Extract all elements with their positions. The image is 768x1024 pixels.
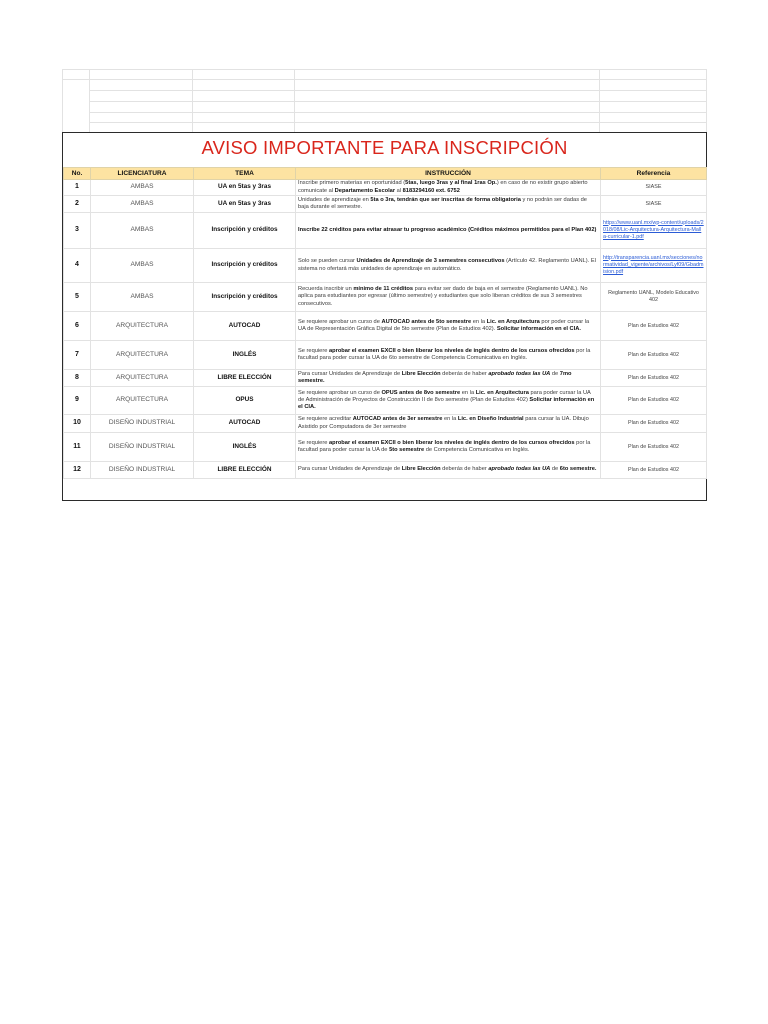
instruction-segment: (Artículo 42. Reglamento UANL). El sistema no ofertará más unidades de aprendizaje en automático. [298, 258, 596, 272]
instruction-segment: Se requiere [298, 347, 329, 354]
instruction-segment: 5ta o 3ra, tendrán que ser inscritas de forma obligatoria [370, 196, 521, 203]
row-referencia: Plan de Estudios 402 [601, 433, 707, 462]
instruction-segment: aprobado todas las UA [488, 466, 551, 473]
instruction-segment: Inscribe 22 créditos para evitar atrasar tu progreso académico (Créditos máximos permitidos para el Plan 402) [298, 226, 597, 233]
table-row [64, 433, 707, 462]
instruction-segment: 6to semestre. [559, 466, 597, 473]
table-row [64, 462, 707, 479]
table-row [64, 196, 707, 213]
row-number: 2 [64, 196, 91, 213]
spreadsheet-page [62, 69, 707, 500]
instruction-segment: Solicitar información en el CIA. [298, 396, 595, 411]
table-row [64, 213, 707, 249]
instruction-segment: Solo se pueden cursar [298, 258, 357, 265]
empty-grid-rows [62, 69, 707, 132]
row-referencia: Plan de Estudios 402 [601, 312, 707, 341]
row-number: 8 [64, 370, 91, 387]
row-referencia: Plan de Estudios 402 [601, 415, 707, 433]
instruction-segment: aprobar el examen EXCII o bien liberar los niveles de inglés dentro de los cursos ofrecidos [328, 347, 575, 354]
row-licenciatura: AMBAS [91, 213, 194, 249]
instruction-segment: AUTOCAD antes de 5to semestre [381, 318, 472, 325]
instruction-segment: para evitar ser dado de baja en el semestre (Reglamento UANL). No aplica para estudiantes por egresar (último semestre) y estudiantes que solo liberan créditos de sus 3 semestres consecutivos. [298, 286, 588, 307]
row-number: 9 [64, 387, 91, 415]
instruction-segment: Departamento Escolar [334, 187, 396, 194]
row-referencia: Reglamento UANL, Modelo Educativo 402 [601, 283, 707, 312]
instruction-segment: aprobar el examen EXCII o bien liberar los niveles de inglés dentro de los cursos ofrecidos [328, 439, 575, 446]
instruction-segment: al [395, 187, 403, 194]
instruction-segment: Se requiere aprobar un curso de [298, 389, 382, 396]
row-number: 3 [64, 213, 91, 249]
instruction-segment: Se requiere acreditar [298, 416, 353, 423]
row-instruccion [296, 180, 601, 196]
instruction-segment: Unidades de aprendizaje en [298, 196, 371, 203]
row-licenciatura: ARQUITECTURA [91, 312, 194, 341]
notice-panel [62, 132, 707, 501]
row-instruccion [296, 387, 601, 415]
instruction-segment: 8183294160 ext. 6752 [402, 187, 460, 194]
page-title: AVISO IMPORTANTE PARA INSCRIPCIÓN [201, 137, 568, 158]
row-referencia: Plan de Estudios 402 [601, 387, 707, 415]
instruction-segment: Para cursar Unidades de Aprendizaje de [298, 466, 402, 473]
row-licenciatura: ARQUITECTURA [91, 387, 194, 415]
row-referencia-link[interactable]: https://www.uanl.mx/wp-content/uploads/2018/08/Lic-Arquitectura-Arquitectura-Malla-curricular-1.pdf [601, 213, 707, 249]
instruction-segment: para poder cursar la UA de Administración de Proyectos de Construcción II de 8vo semestre (Plan de Estudios 402) [298, 389, 591, 403]
instruction-segment: en la [442, 416, 458, 423]
table-row [64, 180, 707, 196]
row-tema: INGLÉS [194, 433, 296, 462]
row-number: 10 [64, 415, 91, 433]
row-licenciatura: AMBAS [91, 249, 194, 283]
instruction-segment: Se requiere [298, 439, 329, 446]
instruction-segment: para cursar la UA. Dibujo Asistido por Computadora de 3er semestre [298, 416, 589, 430]
row-number: 12 [64, 462, 91, 479]
row-licenciatura: DISEÑO INDUSTRIAL [91, 433, 194, 462]
row-licenciatura: DISEÑO INDUSTRIAL [91, 415, 194, 433]
header-no: No. [64, 168, 91, 180]
instruction-segment: ) en caso de no existir grupo abierto comunicate al [298, 180, 588, 194]
row-tema: UA en 5tas y 3ras [194, 180, 296, 196]
instruction-segment: Se requiere aprobar un curso de [298, 318, 382, 325]
table-row [64, 415, 707, 433]
row-tema: Inscripción y créditos [194, 213, 296, 249]
instruction-segment: de Competencia Comunicativa en Inglés. [424, 447, 530, 453]
row-referencia: SIASE [601, 180, 707, 196]
table-header-row [64, 168, 707, 180]
instruction-segment: de [550, 370, 560, 377]
instruction-segment: Libre Elección [401, 466, 441, 473]
row-tema: AUTOCAD [194, 415, 296, 433]
row-instruccion [296, 415, 601, 433]
row-referencia: Plan de Estudios 402 [601, 370, 707, 387]
row-number: 6 [64, 312, 91, 341]
header-licenciatura: LICENCIATURA [91, 168, 194, 180]
row-referencia: Plan de Estudios 402 [601, 462, 707, 479]
instruction-segment: por la facultad para poder cursar la UA de [298, 439, 591, 453]
instruction-segment: mínimo de 11 créditos [353, 286, 414, 293]
row-licenciatura: ARQUITECTURA [91, 341, 194, 370]
row-number: 5 [64, 283, 91, 312]
row-referencia-link[interactable]: http://transparencia.uanl.mx/secciones/normatividad_vigente/archivos/Lyf09/Gbadmision.pdf [601, 249, 707, 283]
table-row [64, 249, 707, 283]
header-tema: TEMA [194, 168, 296, 180]
row-instruccion [296, 249, 601, 283]
instruction-segment: Lic. en Arquitectura [475, 389, 529, 396]
instruction-segment: en la [460, 389, 476, 396]
row-referencia: SIASE [601, 196, 707, 213]
instruction-segment: Solicitar información en el CIA. [496, 326, 581, 332]
row-tema: Inscripción y créditos [194, 283, 296, 312]
table-row [64, 312, 707, 341]
table-row [64, 341, 707, 370]
row-instruccion [296, 213, 601, 249]
row-referencia: Plan de Estudios 402 [601, 341, 707, 370]
row-licenciatura: AMBAS [91, 283, 194, 312]
instruction-segment: Para cursar Unidades de Aprendizaje de [298, 370, 402, 377]
row-licenciatura: AMBAS [91, 196, 194, 213]
row-number: 4 [64, 249, 91, 283]
instruction-segment: en la [471, 318, 487, 325]
row-tema: Inscripción y créditos [194, 249, 296, 283]
instruction-segment: Lic. en Diseño Industrial [457, 416, 524, 423]
row-instruccion [296, 370, 601, 387]
instruction-segment: 5tas, luego 3ras y al final 1ras Op. [405, 180, 497, 187]
row-tema: OPUS [194, 387, 296, 415]
instruction-segment: por poder cursar la UA de Representación Gráfica Digital de 5to semestre (Plan de Estudios 402). [298, 318, 590, 332]
row-instruccion [296, 283, 601, 312]
header-referencia: Referencia [601, 168, 707, 180]
instruction-segment: Recuerda inscribir un [298, 286, 354, 293]
instruction-segment: Lic. en Arquitectura [486, 318, 540, 325]
instruction-segment: de [550, 466, 560, 473]
table-row [64, 387, 707, 415]
row-licenciatura: ARQUITECTURA [91, 370, 194, 387]
row-number: 7 [64, 341, 91, 370]
table-row [64, 283, 707, 312]
row-tema: LIBRE ELECCIÓN [194, 462, 296, 479]
registration-table [63, 167, 707, 479]
row-tema: INGLÉS [194, 341, 296, 370]
row-instruccion [296, 341, 601, 370]
row-number: 11 [64, 433, 91, 462]
instruction-segment: por la facultad para poder cursar la UA de 6to semestre de Competencia Comunicativa en Inglés. [298, 347, 591, 361]
instruction-segment: y no podrán ser dadas de baja durante el semestre. [298, 196, 587, 210]
instruction-segment: aprobado todas las UA [488, 370, 551, 377]
row-number: 1 [64, 180, 91, 196]
instruction-segment: AUTOCAD antes de 3er semestre [352, 416, 443, 423]
instruction-segment: Inscribe primero materias en oportunidad ( [298, 180, 406, 187]
instruction-segment: deberás de haber [440, 370, 489, 377]
row-instruccion [296, 196, 601, 213]
instruction-segment: deberás de haber [440, 466, 489, 473]
instruction-segment: 5to semestre [389, 447, 425, 453]
instruction-segment: Libre Elección [401, 370, 441, 377]
row-licenciatura: AMBAS [91, 180, 194, 196]
row-instruccion [296, 462, 601, 479]
row-tema: UA en 5tas y 3ras [194, 196, 296, 213]
row-instruccion [296, 433, 601, 462]
header-instruccion: INSTRUCCIÓN [296, 168, 601, 180]
row-tema: LIBRE ELECCIÓN [194, 370, 296, 387]
row-instruccion [296, 312, 601, 341]
table-row [64, 370, 707, 387]
instruction-segment: OPUS antes de 8vo semestre [381, 389, 461, 396]
instruction-segment: 7mo semestre. [298, 370, 572, 384]
row-licenciatura: DISEÑO INDUSTRIAL [91, 462, 194, 479]
row-tema: AUTOCAD [194, 312, 296, 341]
instruction-segment: Unidades de Aprendizaje de 3 semestres consecutivos [356, 258, 505, 265]
